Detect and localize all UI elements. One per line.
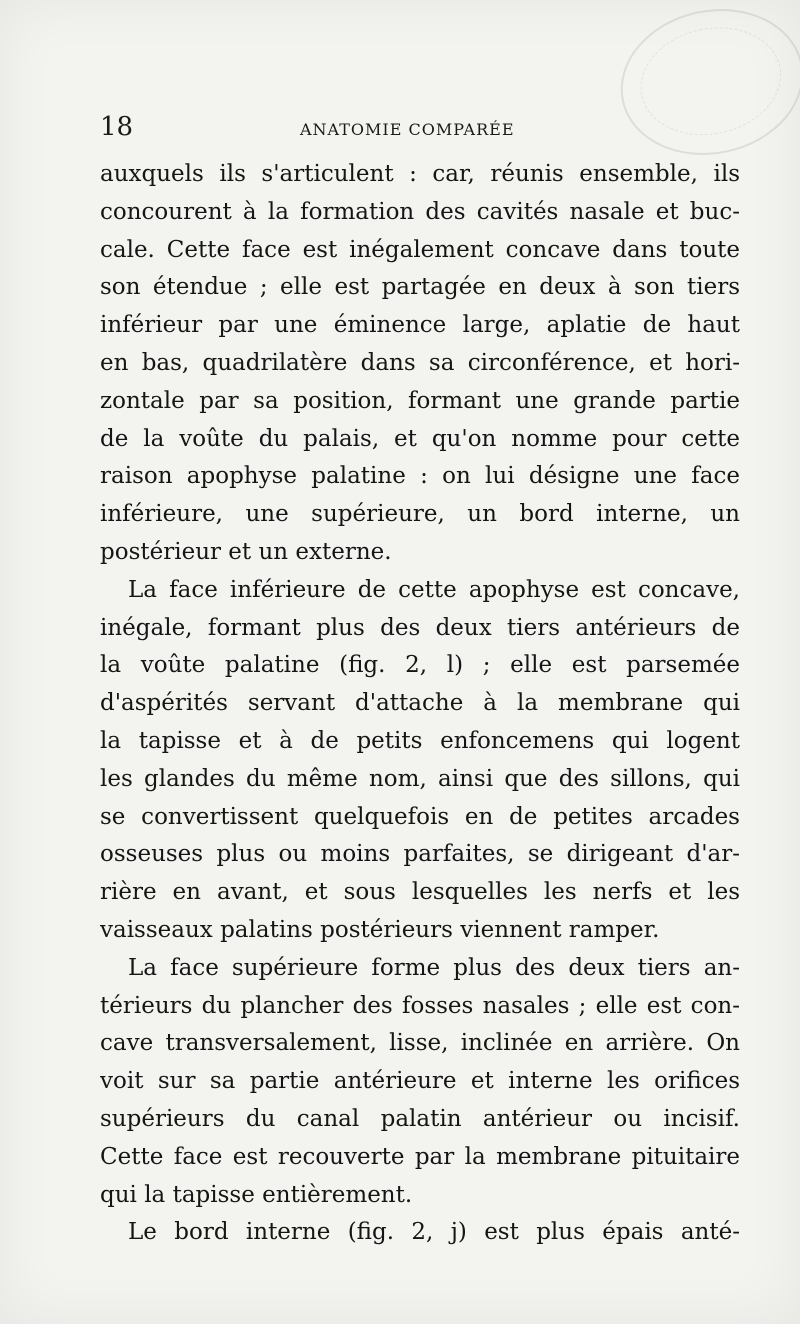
text-line: supérieurs du canal palatin antérieur ou incisif. bbox=[100, 1105, 740, 1132]
text-line: vaisseaux palatins postérieurs viennent ramper. bbox=[100, 916, 660, 943]
text-line: en bas, quadrilatère dans sa circonférence, et hori- bbox=[100, 349, 740, 376]
text-line: son étendue ; elle est partagée en deux à son tiers bbox=[100, 274, 740, 301]
page-number: 18 bbox=[100, 112, 134, 142]
text-line: inégale, formant plus des deux tiers antérieurs de bbox=[100, 614, 740, 641]
text-line: zontale par sa position, formant une grande partie bbox=[100, 387, 740, 414]
body-text bbox=[100, 156, 740, 1252]
text-line: qui la tapisse entièrement. bbox=[100, 1181, 413, 1208]
text-line: cale. Cette face est inégalement concave dans toute bbox=[100, 236, 740, 263]
running-head: ANATOMIE COMPARÉE bbox=[300, 120, 515, 139]
text-line: rière en avant, et sous lesquelles les nerfs et les bbox=[100, 879, 740, 906]
text-line: La face supérieure forme plus des deux tiers an- bbox=[128, 954, 740, 981]
text-line: postérieur et un externe. bbox=[100, 538, 392, 565]
text-line: la voûte palatine (fig. 2, l) ; elle est parsemée bbox=[100, 652, 740, 679]
text-line: de la voûte du palais, et qu'on nomme pour cette bbox=[100, 425, 740, 452]
text-line: les glandes du même nom, ainsi que des sillons, qui bbox=[100, 765, 740, 792]
text-line: cave transversalement, lisse, inclinée en arrière. On bbox=[100, 1030, 740, 1057]
text-line: auxquels ils s'articulent : car, réunis ensemble, ils bbox=[100, 161, 740, 187]
text-line: térieurs du plancher des fosses nasales ; elle est con- bbox=[100, 992, 740, 1019]
text-line: concourent à la formation des cavités nasale et buc- bbox=[100, 198, 740, 225]
text-line: La face inférieure de cette apophyse est concave, bbox=[128, 576, 740, 603]
text-line: Cette face est recouverte par la membrane pituitaire bbox=[100, 1143, 740, 1170]
text-line: Le bord interne (fig. 2, j) est plus épais anté- bbox=[128, 1219, 740, 1246]
text-line: d'aspérités servant d'attache à la membrane qui bbox=[100, 690, 740, 717]
text-line: raison apophyse palatine : on lui désigne une face bbox=[100, 463, 740, 490]
text-line: se convertissent quelquefois en de petites arcades bbox=[100, 803, 740, 830]
text-line: voit sur sa partie antérieure et interne les orifices bbox=[100, 1068, 740, 1095]
text-line: la tapisse et à de petits enfoncemens qui logent bbox=[100, 727, 740, 754]
text-line: inférieur par une éminence large, aplatie de haut bbox=[100, 312, 740, 339]
text-line: inférieure, une supérieure, un bord interne, un bbox=[100, 501, 740, 528]
text-line: osseuses plus ou moins parfaites, se dirigeant d'ar- bbox=[100, 841, 740, 868]
page-header bbox=[100, 112, 740, 146]
